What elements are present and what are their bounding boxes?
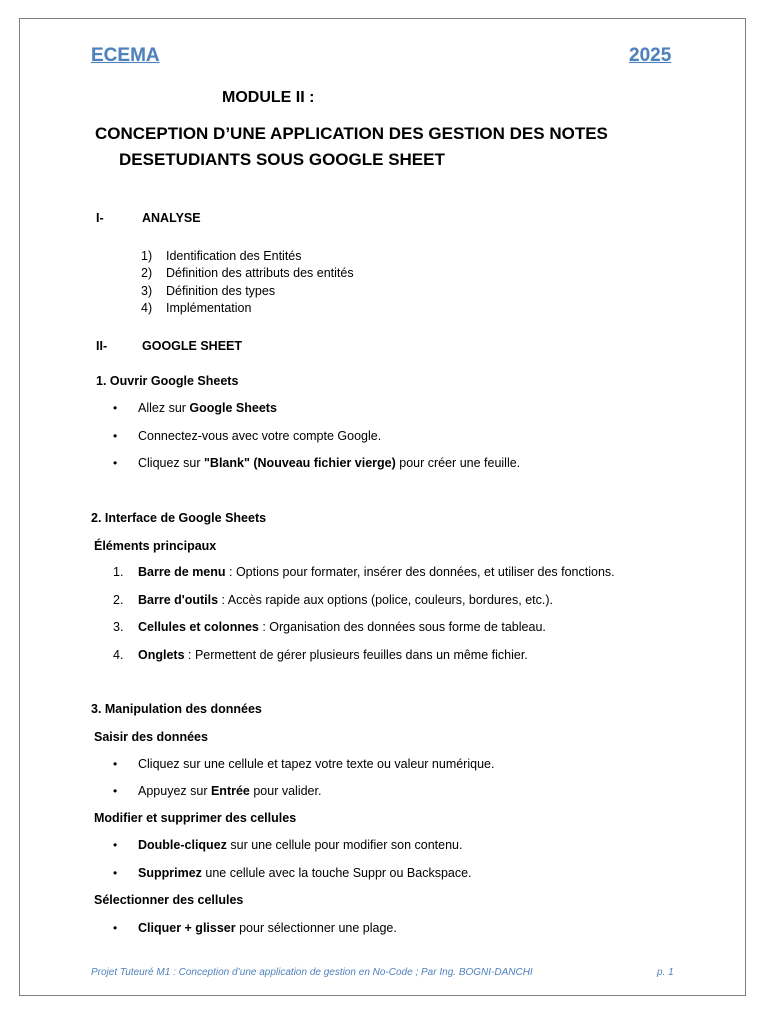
interface-heading: 2. Interface de Google Sheets (91, 511, 267, 525)
manip-heading: 3. Manipulation des données (91, 702, 262, 716)
bullet-text: Allez sur (138, 401, 190, 415)
doc-title-line1: CONCEPTION D’UNE APPLICATION DES GESTION DES NOTES (95, 124, 608, 143)
item-bold: Barre d'outils (138, 593, 219, 607)
interface-sub: Éléments principaux (94, 539, 217, 553)
page-number: p. 1 (657, 967, 674, 978)
bullet-text: pour créer une feuille. (395, 456, 521, 470)
item-text: : Accès rapide aux options (police, couleurs, bordures, etc.). (218, 593, 553, 607)
bullet-text: Connectez-vous avec votre compte Google. (138, 429, 382, 443)
footer-text: Projet Tuteuré M1 : Conception d’une application de gestion en No-Code ; Par Ing. BOGNI-DANCHI (91, 967, 533, 978)
bullet-text: pour sélectionner une plage. (235, 921, 397, 935)
item-bold: Barre de menu (138, 565, 226, 579)
bullet-bold: Google Sheets (189, 401, 277, 415)
analyse-num-4: 4) (141, 301, 153, 315)
bullet-item (138, 784, 321, 798)
item-text: : Options pour formater, insérer des données, et utiliser des fonctions. (225, 565, 615, 579)
bullet-bold: Cliquer + glisser (138, 921, 236, 935)
interface-item-4 (138, 648, 528, 662)
section2-title: GOOGLE SHEET (142, 339, 243, 353)
analyse-num-3: 3) (141, 284, 153, 298)
section2-num: II- (96, 339, 108, 353)
item-bold: Onglets (138, 648, 185, 662)
analyse-num-2: 2) (141, 266, 153, 280)
item-text: : Organisation des données sous forme de tableau. (258, 620, 546, 634)
manip-sub-modifier: Modifier et supprimer des cellules (94, 811, 297, 825)
interface-num-3: 3. (113, 620, 124, 634)
section1-num: I- (96, 211, 104, 225)
header-right: 2025 (629, 45, 672, 66)
bullet-item (138, 866, 472, 880)
bullet-item (138, 757, 494, 771)
item-bold: Cellules et colonnes (138, 620, 259, 634)
analyse-item-2: Définition des attributs des entités (166, 266, 354, 280)
bullet-bold: Double-cliquez (138, 838, 227, 852)
bullet-text: Appuyez sur (138, 784, 211, 798)
header-left: ECEMA (91, 45, 160, 66)
analyse-item-3: Définition des types (166, 284, 276, 298)
interface-item-1 (138, 565, 615, 579)
section1-title: ANALYSE (142, 211, 201, 225)
bullet-item (138, 456, 520, 470)
bullet-bold: Entrée (210, 784, 250, 798)
bullet-text: pour valider. (249, 784, 322, 798)
bullet-item (138, 429, 381, 443)
manip-sub-saisir: Saisir des données (94, 730, 208, 744)
interface-item-2 (138, 593, 553, 607)
bullet-bold: Supprimez (138, 866, 202, 880)
open-heading: 1. Ouvrir Google Sheets (96, 374, 239, 388)
analyse-num-1: 1) (141, 249, 153, 263)
module-title: MODULE II : (222, 89, 315, 106)
interface-num-4: 4. (113, 648, 124, 662)
interface-num-2: 2. (113, 593, 124, 607)
analyse-item-1: Identification des Entités (166, 249, 302, 263)
bullet-bold: "Blank" (Nouveau fichier vierge) (204, 456, 396, 470)
bullet-text: une cellule avec la touche Suppr ou Backspace. (201, 866, 472, 880)
interface-num-1: 1. (113, 565, 124, 579)
bullet-item (138, 401, 277, 415)
bullet-text: sur une cellule pour modifier son contenu. (226, 838, 463, 852)
interface-item-3 (138, 620, 546, 634)
manip-sub-selectionner: Sélectionner des cellules (94, 893, 244, 907)
doc-title-line2: DESETUDIANTS SOUS GOOGLE SHEET (119, 150, 445, 169)
bullet-text: Cliquez sur (138, 456, 204, 470)
bullet-item (138, 838, 462, 852)
bullet-text: Cliquez sur une cellule et tapez votre texte ou valeur numérique. (138, 757, 495, 771)
bullet-item (138, 921, 397, 935)
item-text: : Permettent de gérer plusieurs feuilles dans un même fichier. (184, 648, 528, 662)
analyse-item-4: Implémentation (166, 301, 252, 315)
